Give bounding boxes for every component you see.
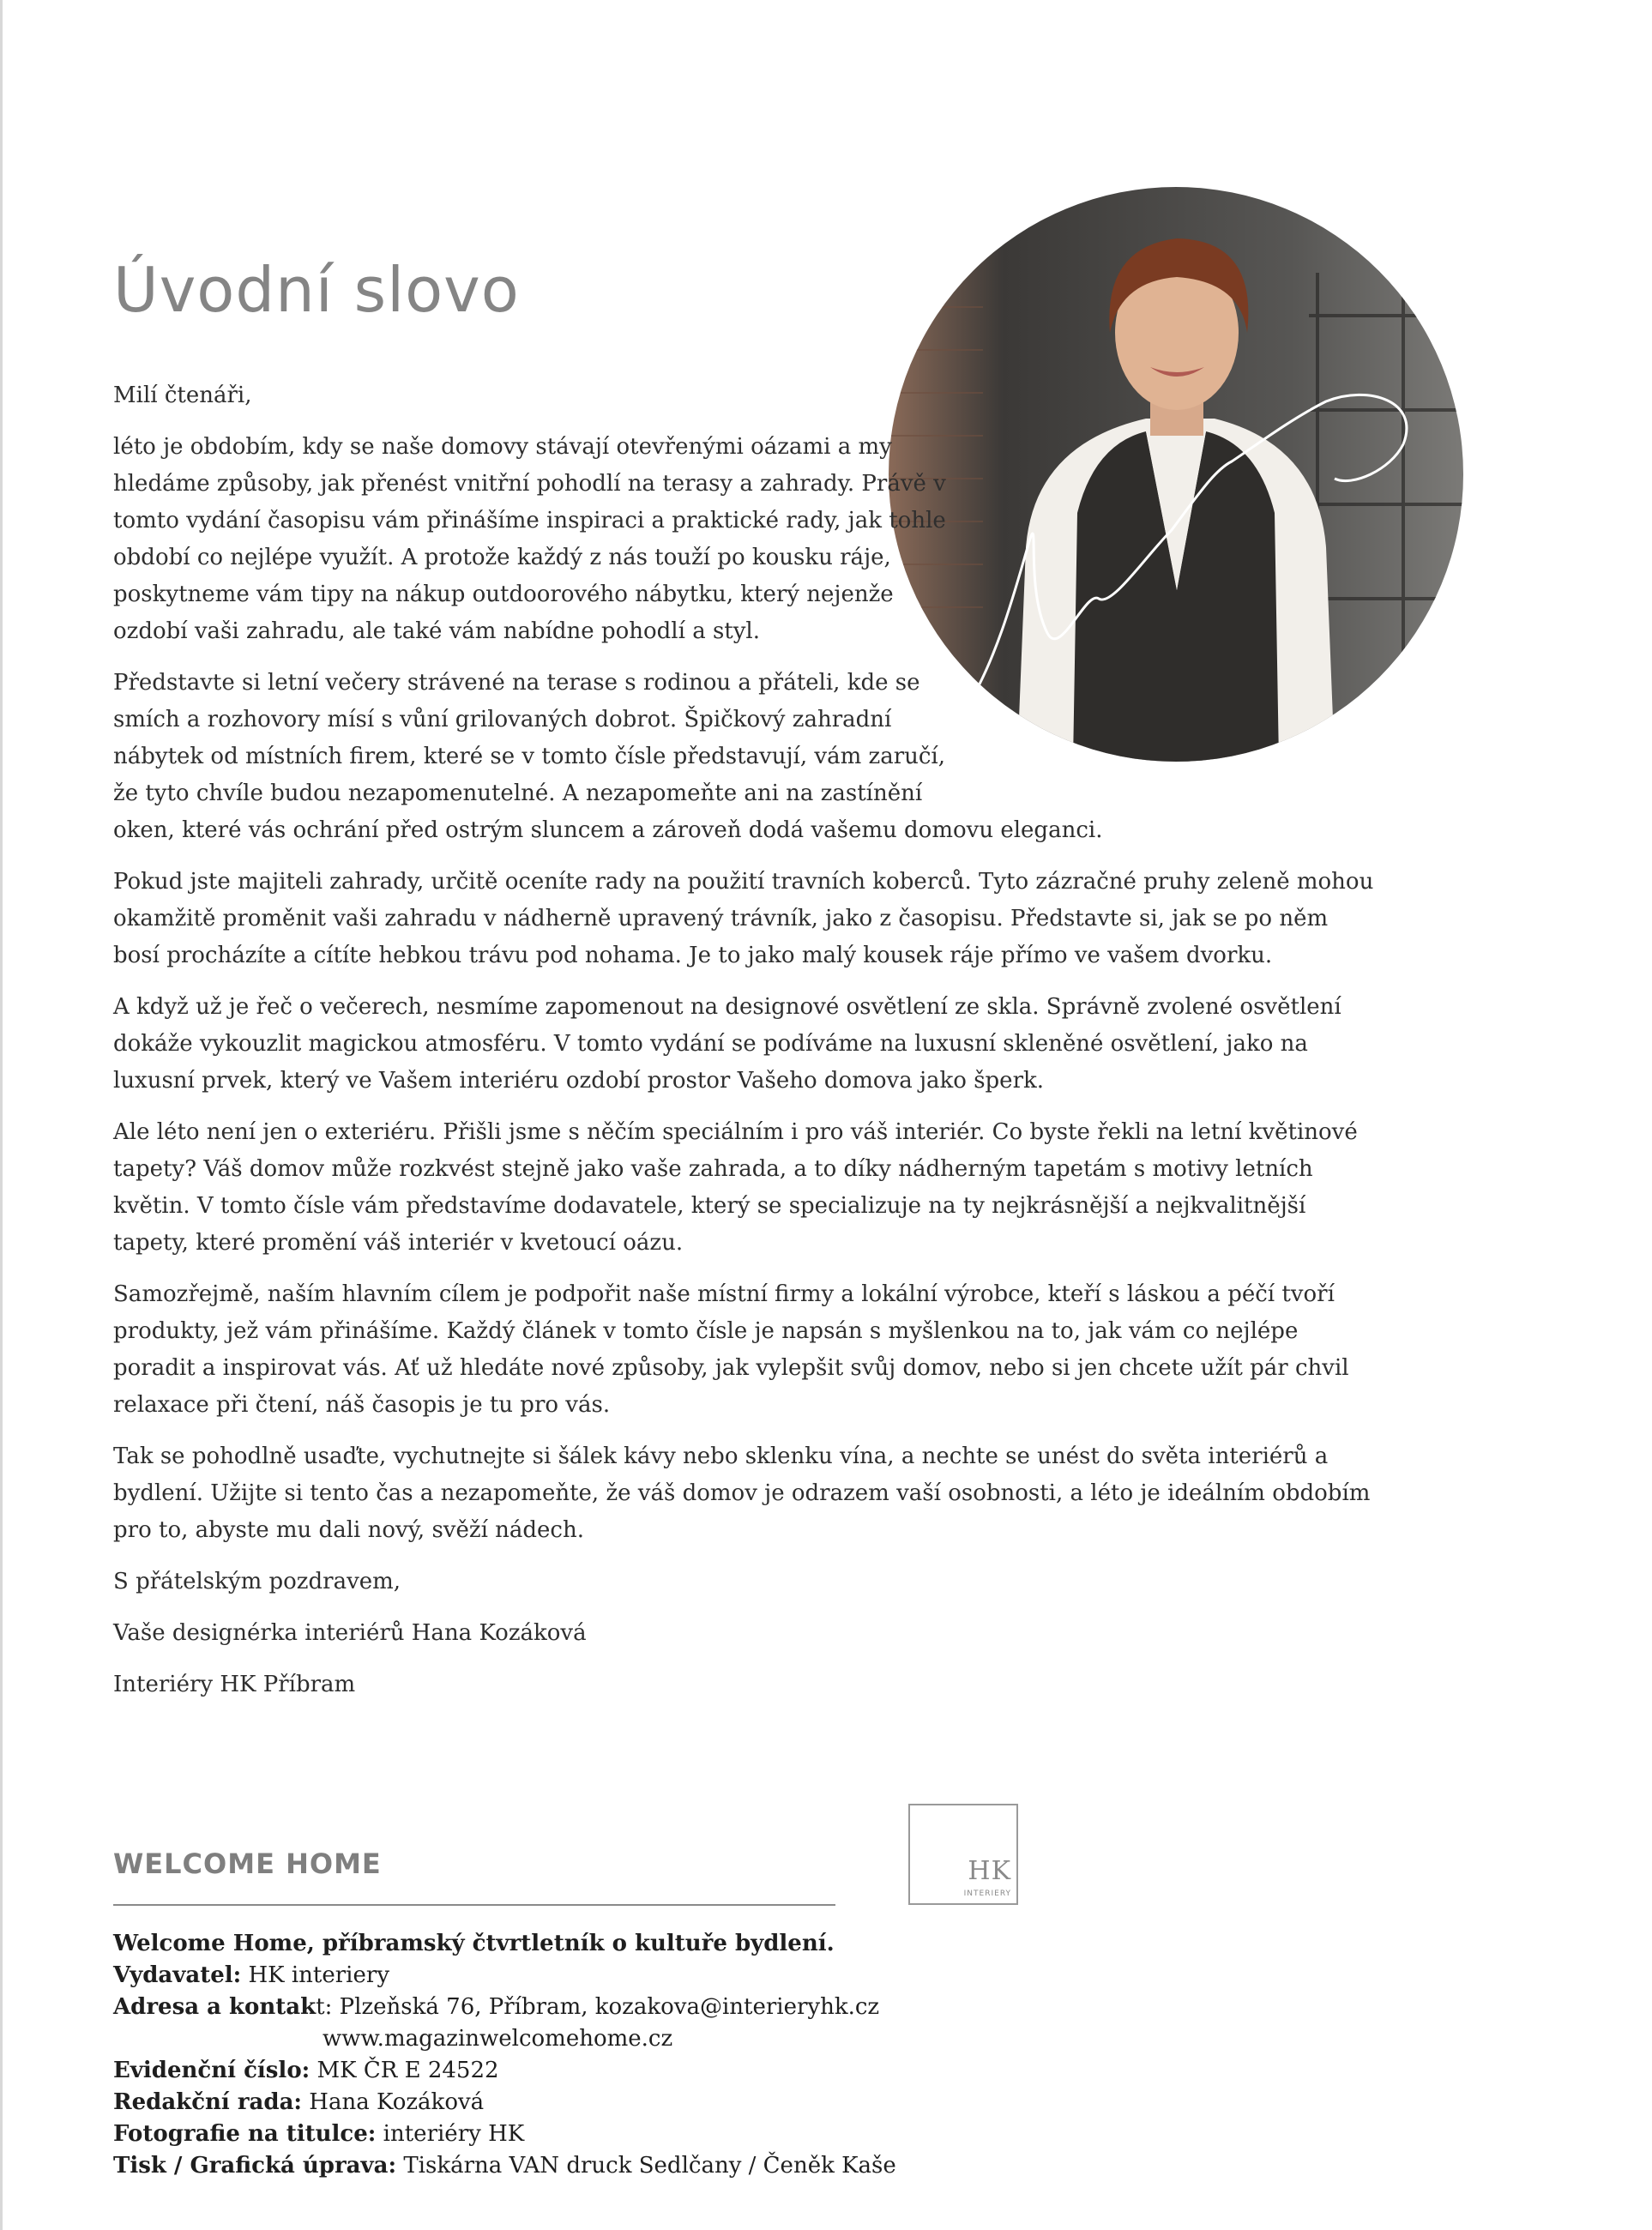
footer-divider: [113, 1904, 835, 1906]
letter-signoff-company: Interiéry HK Příbram: [113, 1672, 356, 1697]
page-edge-line: [0, 0, 3, 2230]
letter-paragraph: léto je obdobím, kdy se naše domovy stávají otevřenými oázami a my hledáme způsoby, jak přenést vnitřní pohodlí na terasy a zahrady. Právě v tomto vydání časopisu vám přinášíme inspiraci a praktické rady, jak tohle období co nejlépe využít. A protože každý z nás touží po kousku ráje, poskytneme vám tipy na nákup outdoorového nábytku, který nejenže ozdobí vaši zahradu, ale také vám nabídne pohodlí a styl.: [113, 434, 946, 644]
colophon-tagline: Welcome Home, příbramský čtvrtletník o kultuře bydlení.: [113, 1931, 835, 1956]
portrait-wrap-spacer: [962, 377, 1374, 780]
colophon-registration: Evidenční číslo: MK ČR E 24522: [113, 2058, 499, 2083]
letter-paragraph: A když už je řeč o večerech, nesmíme zapomenout na designové osvětlení ze skla. Správně zvolené osvětlení dokáže vykouzlit magickou atmosféru. V tomto vydání se podíváme na luxusní skleněné osvětlení, jako na luxusní prvek, který ve Vašem interiéru ozdobí prostor Vašeho domova jako šperk.: [113, 994, 1341, 1094]
page-title: Úvodní slovo: [113, 254, 520, 326]
letter-signoff-name: Vaše designérka interiérů Hana Kozáková: [113, 1620, 587, 1646]
colophon-publisher: Vydavatel: HK interiery: [113, 1962, 390, 1988]
letter-paragraph: Představte si letní večery strávené na terase s rodinou a přáteli, kde se smích a rozhovory mísí s vůní grilovaných dobrot. Špičkový zahradní nábytek od místních firem, které se v tomto čísle představují, vám zaručí, že tyto chvíle budou nezapomenutelné. A nezapomeňte ani na zastínění oken, které vás ochrání před ostrým sluncem a zároveň dodá vašemu domovu eleganci.: [113, 670, 1103, 843]
colophon-print: Tisk / Grafická úprava: Tiskárna VAN druck Sedlčany / Čeněk Kaše: [113, 2153, 896, 2179]
colophon-editorial: Redakční rada: Hana Kozáková: [113, 2089, 485, 2115]
logo-mark: HK: [968, 1856, 1011, 1886]
letter-salutation: Milí čtenáři,: [113, 383, 252, 408]
footer-brand: WELCOME HOME: [113, 1847, 382, 1880]
letter-paragraph: Tak se pohodlně usaďte, vychutnejte si šálek kávy nebo sklenku vína, a nechte se unést do světa interiérů a bydlení. Užijte si tento čas a nezapomeňte, že váš domov je odrazem vaší osobnosti, a léto je ideálním obdobím pro to, abyste mu dali nový, svěží nádech.: [113, 1443, 1371, 1543]
colophon: [113, 1928, 971, 2182]
letter-paragraph: Ale léto není jen o exteriéru. Přišli jsme s něčím speciálním i pro váš interiér. Co byste řekli na letní květinové tapety? Váš domov může rozkvést stejně jako vaše zahrada, a to díky nádherným tapetám s motivy letních květin. V tomto čísle vám představíme dodavatele, který se specializuje na ty nejkrásnější a nejkvalitnější tapety, které promění váš interiér v kvetoucí oázu.: [113, 1119, 1358, 1256]
hk-interiery-logo-icon: [908, 1804, 1018, 1905]
colophon-address: Adresa a kontakt: Plzeňská 76, Příbram, kozakova@interieryhk.cz: [113, 1994, 880, 2020]
logo-subtitle: INTERIERY: [963, 1889, 1011, 1898]
letter-closing: S přátelským pozdravem,: [113, 1569, 401, 1594]
letter-body: [113, 377, 1374, 1718]
letter-paragraph: Samozřejmě, naším hlavním cílem je podpořit naše místní firmy a lokální výrobce, kteří s láskou a péčí tvoří produkty, jež vám přinášíme. Každý článek v tomto čísle je napsán s myšlenkou na to, jak vám co nejlépe poradit a inspirovat vás. Ať už hledáte nové způsoby, jak vylepšit svůj domov, nebo si jen chcete užít pár chvil relaxace při čtení, náš časopis je tu pro vás.: [113, 1281, 1349, 1418]
colophon-website: www.magazinwelcomehome.cz: [323, 2026, 673, 2052]
letter-paragraph: Pokud jste majiteli zahrady, určitě oceníte rady na použití travních koberců. Tyto zázračné pruhy zeleně mohou okamžitě proměnit vaši zahradu v nádherně upravený trávník, jako z časopisu. Představte si, jak se po něm bosí procházíte a cítíte hebkou trávu pod nohama. Je to jako malý kousek ráje přímo ve vašem dvorku.: [113, 869, 1374, 968]
colophon-cover-photo: Fotografie na titulce: interiéry HK: [113, 2121, 525, 2147]
